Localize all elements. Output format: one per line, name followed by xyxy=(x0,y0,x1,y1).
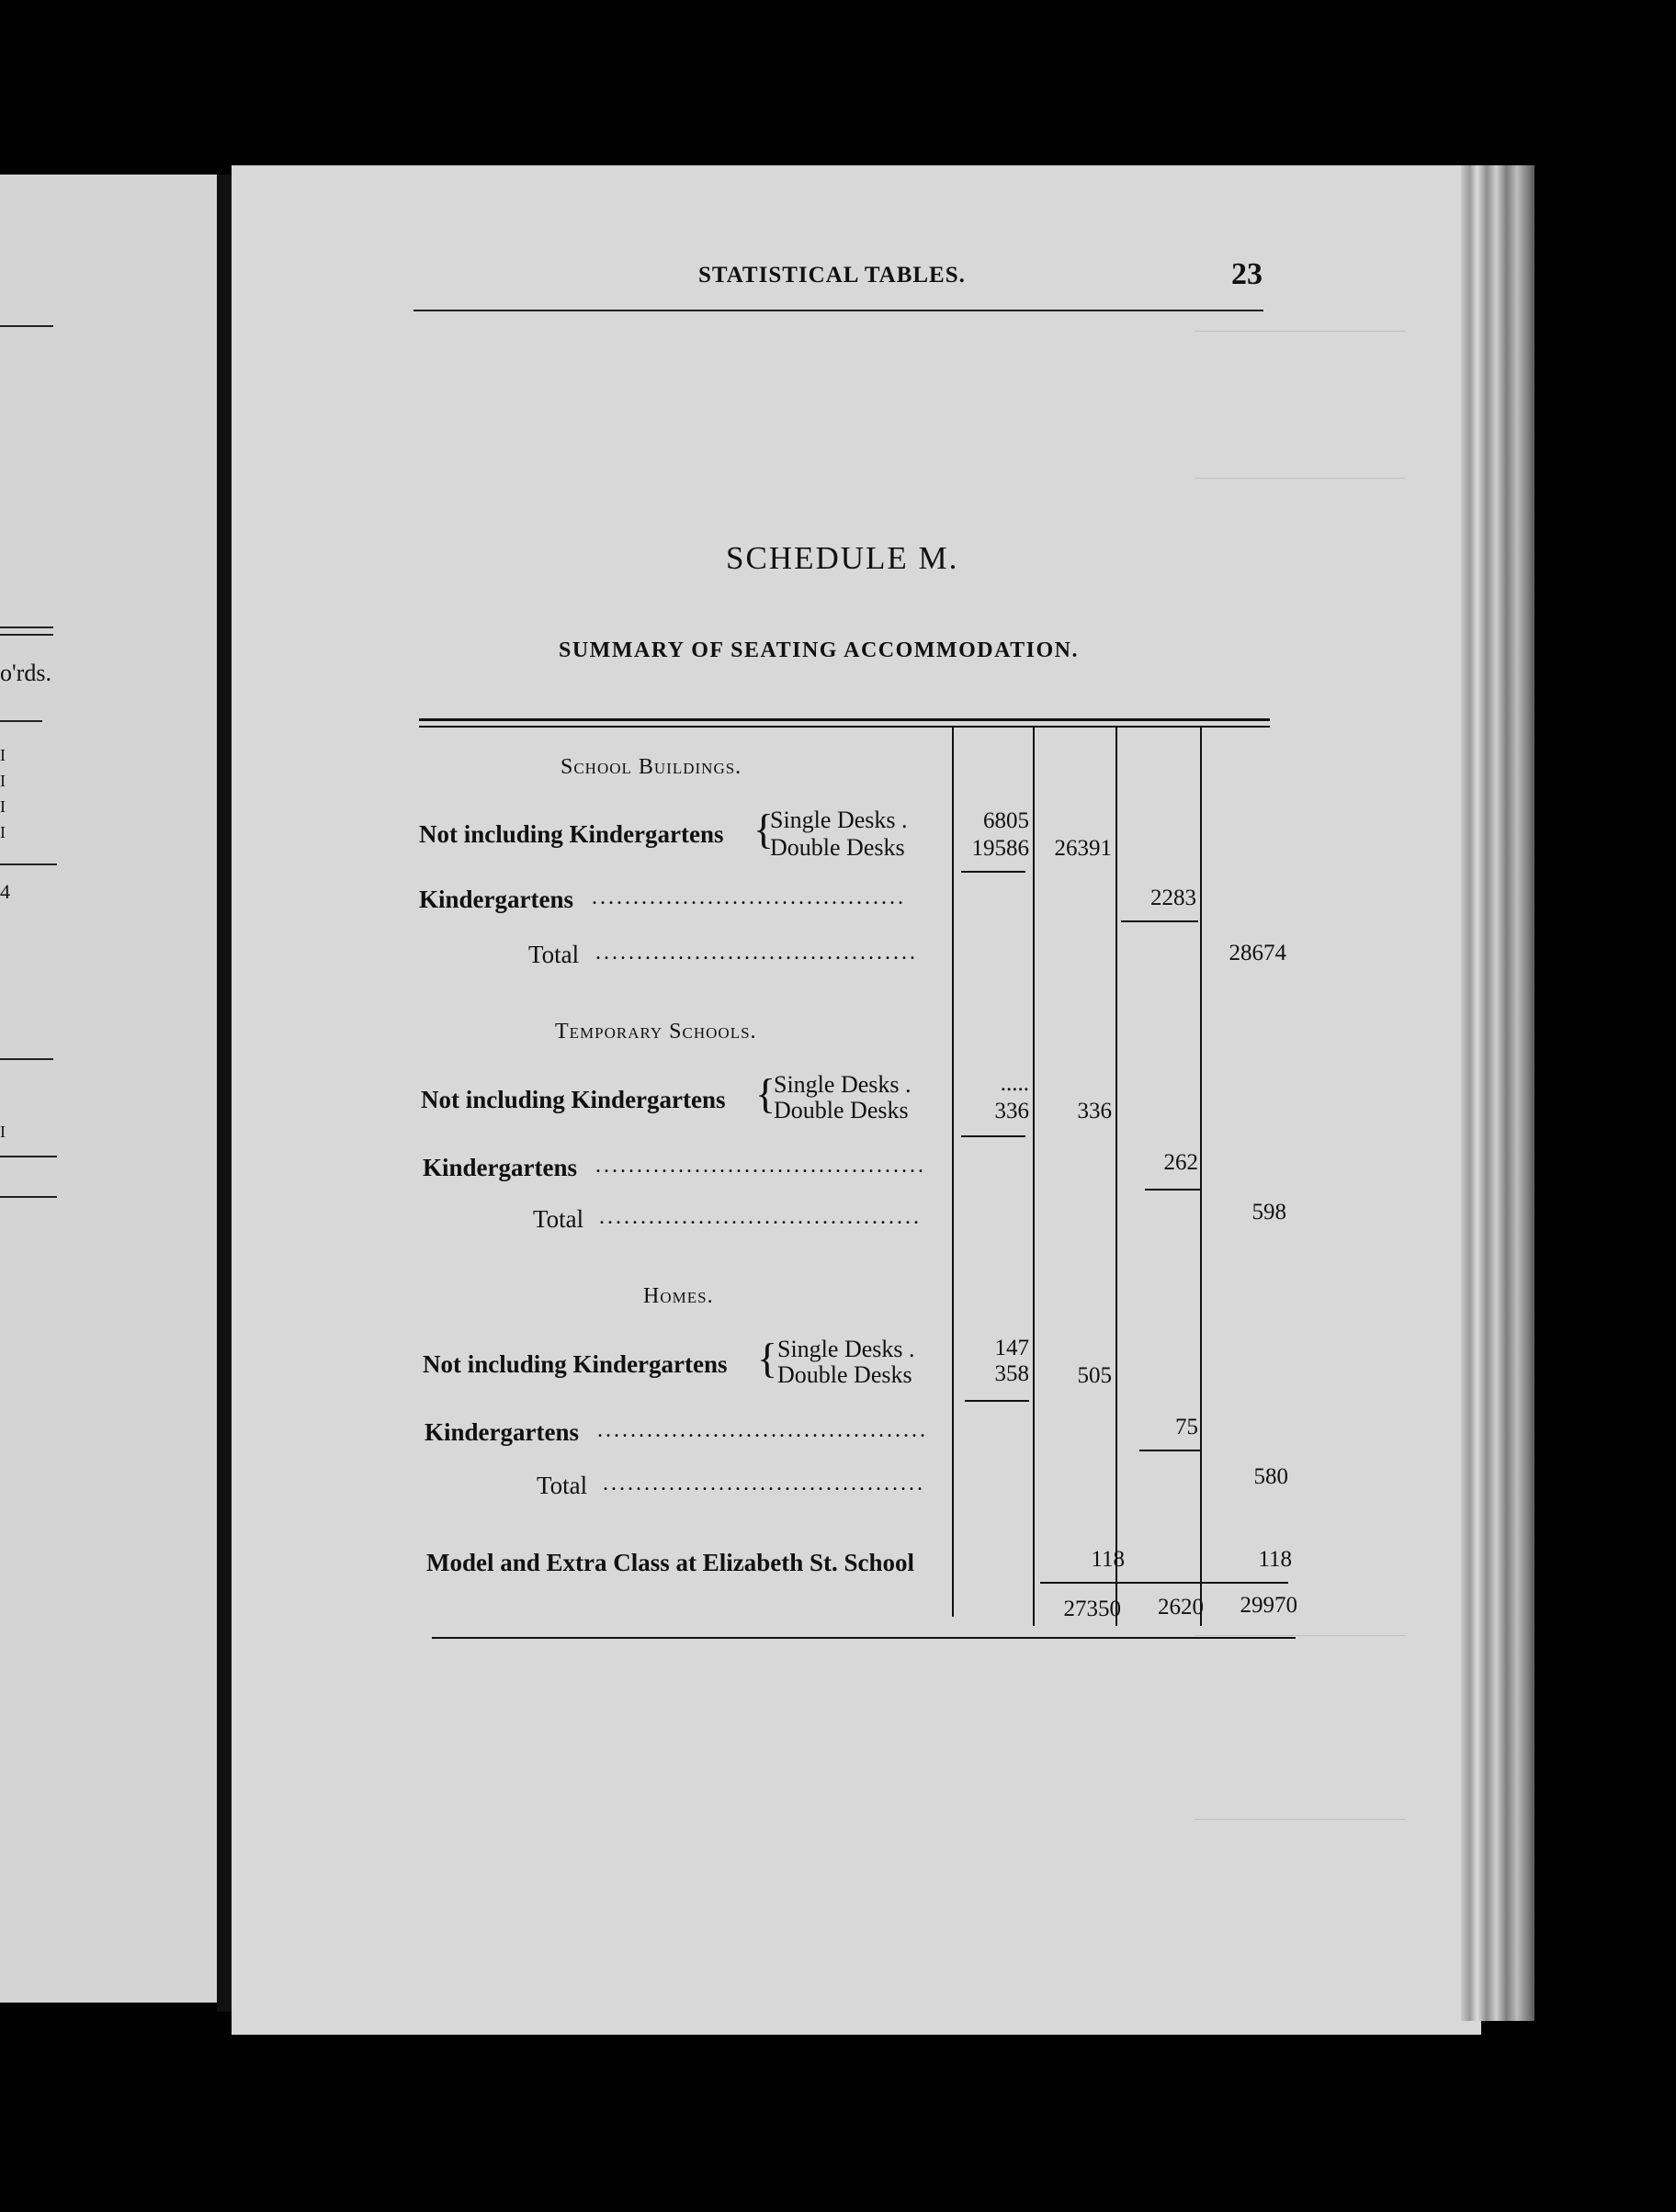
brace: { xyxy=(753,806,775,852)
cell-grand-total-col2: 27350 xyxy=(1063,1597,1121,1621)
page-edges xyxy=(1461,165,1534,2021)
subtotal-rule xyxy=(965,1400,1029,1402)
row-label-model-and-extra-class: Model and Extra Class at Elizabeth St. School xyxy=(426,1549,915,1576)
row-label-not-including-kindergartens: Not including Kindergartens xyxy=(421,1086,726,1113)
row-label-kindergartens: Kindergartens xyxy=(423,1154,577,1181)
cell-group-total: 336 xyxy=(1077,1099,1112,1123)
left-page-rule xyxy=(0,720,42,722)
cell-model-class-col2: 118 xyxy=(1091,1547,1125,1572)
row-label-total: Total xyxy=(533,1205,584,1233)
left-page-rule xyxy=(0,1058,53,1060)
row-label-total: Total xyxy=(537,1472,588,1499)
dot-leader: ........................................ xyxy=(595,1154,926,1178)
left-facing-page xyxy=(0,175,221,2003)
cell-kindergartens: 262 xyxy=(1163,1150,1198,1175)
row-label-kindergartens: Kindergartens xyxy=(419,886,573,913)
bleed-through-line xyxy=(1195,331,1406,332)
dot-leader: ....................................... xyxy=(595,941,918,965)
cell-model-class-total: 118 xyxy=(1258,1547,1292,1572)
cell-total: 580 xyxy=(1253,1464,1288,1489)
left-page-rule xyxy=(0,634,53,636)
subtotal-rule xyxy=(961,1135,1025,1137)
summary-title: SUMMARY OF SEATING ACCOMMODATION. xyxy=(559,638,1079,662)
left-page-mark: I xyxy=(0,797,6,816)
left-page-rule xyxy=(0,325,53,327)
left-page-rule xyxy=(0,863,57,865)
section-heading-temporary-schools: Temporary Schools. xyxy=(555,1020,757,1044)
column-divider xyxy=(952,728,954,1617)
cell-single-desks: 6805 xyxy=(983,808,1029,833)
dot-leader: ....................................... xyxy=(599,1205,922,1229)
cell-double-desks: 336 xyxy=(994,1099,1029,1123)
left-page-rule xyxy=(0,1156,57,1157)
table-bottom-rule xyxy=(432,1637,1296,1639)
cell-total: 28674 xyxy=(1229,941,1286,965)
cell-kindergartens: 75 xyxy=(1175,1415,1198,1439)
cell-double-desks: 19586 xyxy=(971,836,1029,861)
cell-group-total: 505 xyxy=(1077,1363,1112,1388)
page-number: 23 xyxy=(1231,257,1263,291)
table-top-rule xyxy=(419,726,1270,728)
left-page-mark: I xyxy=(0,772,6,790)
subtotal-rule xyxy=(1139,1450,1200,1451)
subtotal-rule xyxy=(961,871,1025,873)
row-label-double-desks: Double Desks xyxy=(777,1361,912,1388)
brace: { xyxy=(757,1335,778,1382)
bleed-through-line xyxy=(1195,1819,1406,1820)
bleed-through-line xyxy=(1195,478,1406,479)
section-heading-school-buildings: School Buildings. xyxy=(561,755,742,779)
left-page-mark: I xyxy=(0,746,6,764)
column-divider xyxy=(1200,728,1202,1626)
left-page-mark: I xyxy=(0,1123,6,1141)
cell-grand-total-col4: 29970 xyxy=(1240,1593,1297,1618)
column-divider xyxy=(1115,728,1117,1626)
header-rule xyxy=(413,310,1263,311)
row-label-single-desks: Single Desks . xyxy=(770,807,908,833)
grand-total-rule xyxy=(1040,1582,1288,1584)
row-label-double-desks: Double Desks xyxy=(770,834,905,861)
row-label-single-desks: Single Desks . xyxy=(774,1071,912,1098)
dot-leader: ...................................... xyxy=(592,886,906,909)
left-page-fragment-text: o'rds. xyxy=(0,660,51,686)
bleed-through-line xyxy=(1195,1635,1406,1636)
cell-total: 598 xyxy=(1251,1200,1286,1224)
row-label-single-desks: Single Desks . xyxy=(777,1336,915,1362)
cell-grand-total-col3: 2620 xyxy=(1158,1595,1204,1620)
subtotal-rule xyxy=(1121,920,1198,922)
dot-leader: ........................................ xyxy=(597,1418,928,1442)
row-label-double-desks: Double Desks xyxy=(774,1097,909,1123)
brace: { xyxy=(755,1070,776,1117)
running-head: STATISTICAL TABLES. xyxy=(698,263,966,288)
section-heading-homes: Homes. xyxy=(643,1284,714,1308)
left-page-mark: I xyxy=(0,823,6,841)
cell-single-desks: 147 xyxy=(994,1336,1029,1360)
table-top-rule xyxy=(419,718,1270,721)
cell-single-desks: ..... xyxy=(1000,1071,1029,1096)
dot-leader: ....................................... xyxy=(603,1472,925,1495)
schedule-title: SCHEDULE M. xyxy=(726,540,959,576)
cell-group-total: 26391 xyxy=(1054,836,1112,861)
row-label-not-including-kindergartens: Not including Kindergartens xyxy=(419,820,724,848)
left-page-rule xyxy=(0,1196,57,1198)
cell-kindergartens: 2283 xyxy=(1150,886,1196,910)
cell-double-desks: 358 xyxy=(994,1361,1029,1386)
left-page-rule xyxy=(0,626,53,628)
row-label-kindergartens: Kindergartens xyxy=(425,1418,579,1446)
column-divider xyxy=(1033,728,1035,1626)
row-label-not-including-kindergartens: Not including Kindergartens xyxy=(423,1350,728,1378)
left-page-mark: 4 xyxy=(0,880,10,903)
row-label-total: Total xyxy=(528,941,580,968)
subtotal-rule xyxy=(1145,1189,1200,1191)
